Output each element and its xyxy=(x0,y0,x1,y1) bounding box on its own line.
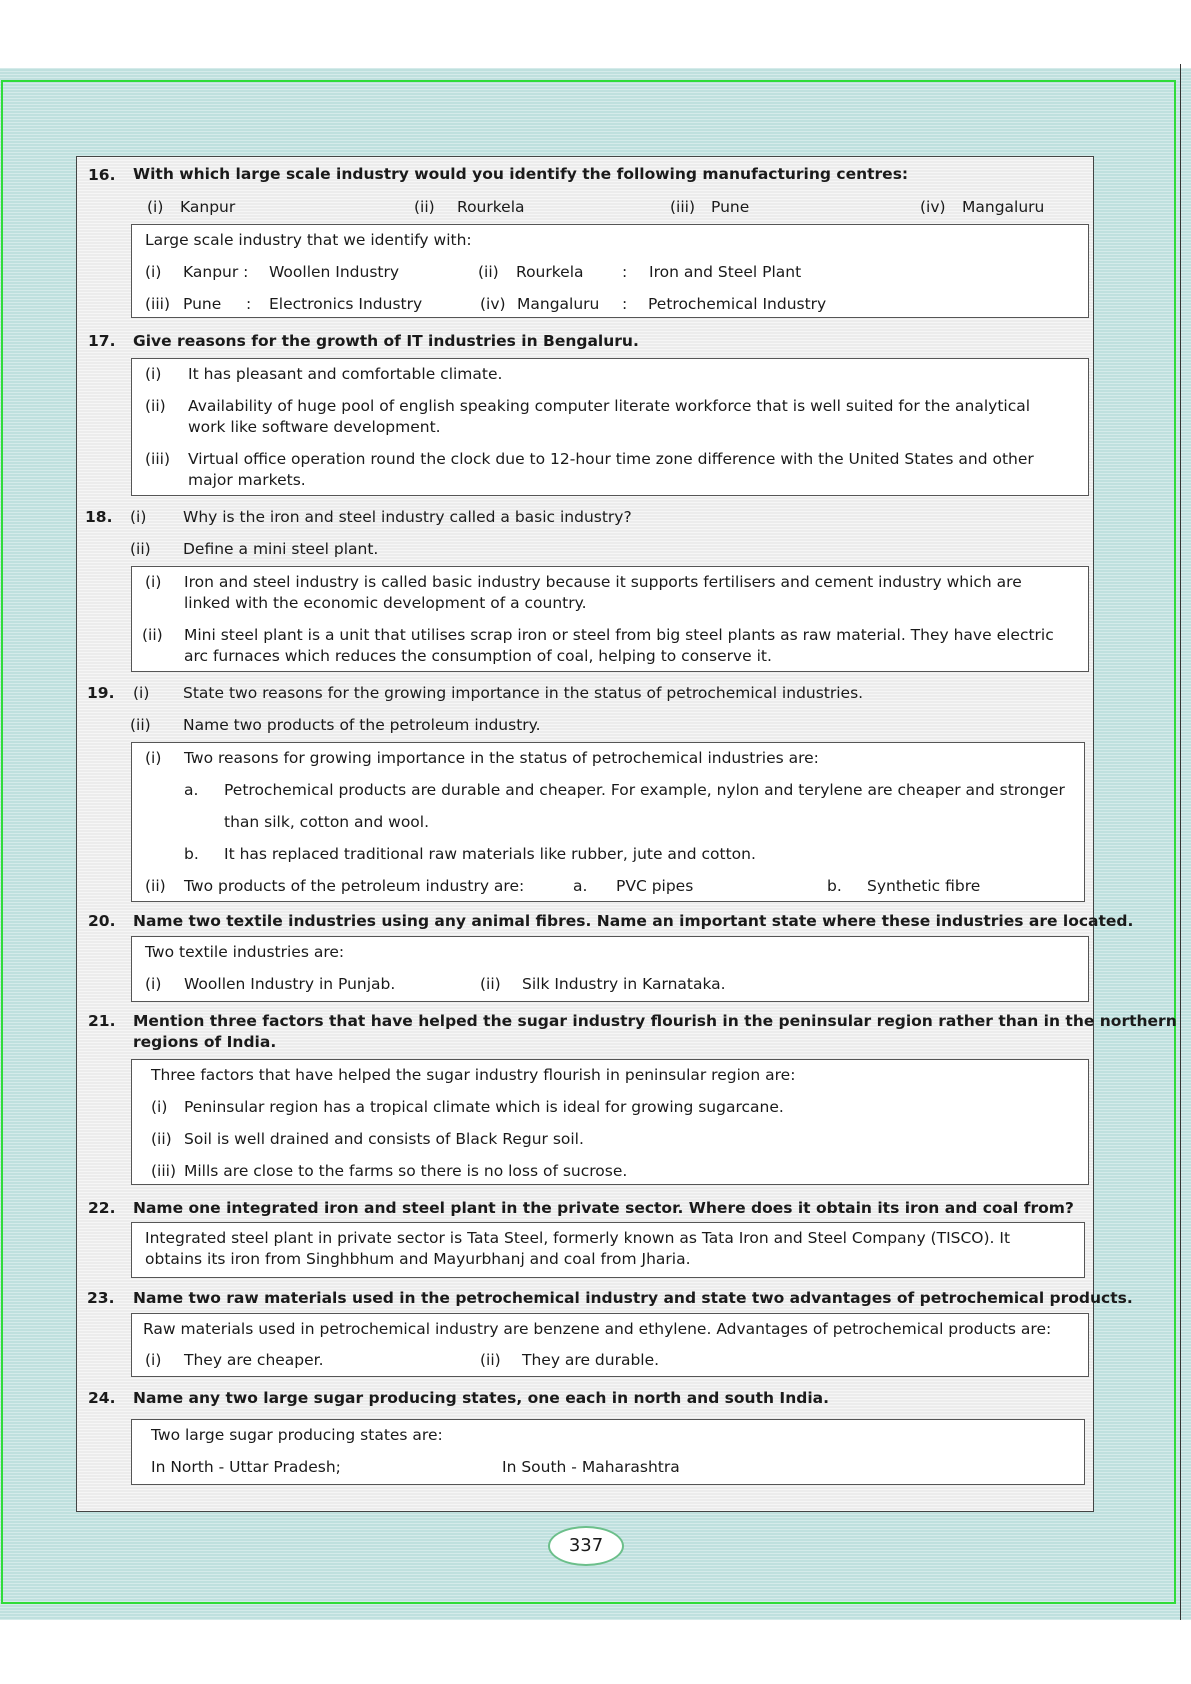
q22-number: 22. xyxy=(88,1199,116,1217)
q24-question: Name any two large sugar producing states, one each in north and south India. xyxy=(133,1389,829,1407)
answer-text: It has replaced traditional raw materials like rubber, jute and cotton. xyxy=(224,845,756,863)
answer-text: Availability of huge pool of english speaking computer literate workforce that is well suited for the analytical xyxy=(188,397,1031,415)
answer-letter: b. xyxy=(827,877,842,895)
answer-letter: a. xyxy=(184,781,199,799)
answer-num: (iii) xyxy=(145,450,171,468)
q16-answer-intro: Large scale industry that we identify with: xyxy=(145,231,472,249)
q16-opt: Pune xyxy=(711,198,750,216)
trim-mark xyxy=(1180,64,1181,1620)
answer-num: (i) xyxy=(145,749,162,767)
answer-text: Two products of the petroleum industry are: xyxy=(184,877,525,895)
q19-number: 19. xyxy=(87,684,115,702)
answer-num: (i) xyxy=(145,573,162,591)
q21-number: 21. xyxy=(88,1012,116,1030)
q21-question-line: Mention three factors that have helped the sugar industry flourish in the peninsular region rather than in the northern xyxy=(133,1012,1177,1030)
q18-sub-question: Define a mini steel plant. xyxy=(183,540,379,558)
answer-text: PVC pipes xyxy=(616,877,694,895)
answer-text: major markets. xyxy=(188,471,306,489)
q23-number: 23. xyxy=(87,1289,115,1307)
q23-question: Name two raw materials used in the petrochemical industry and state two advantages of petrochemical products. xyxy=(133,1289,1133,1307)
answer-text: It has pleasant and comfortable climate. xyxy=(188,365,503,383)
answer-text: In South - Maharashtra xyxy=(502,1458,680,1476)
answer-colon: : xyxy=(622,295,628,313)
answer-num: (ii) xyxy=(145,397,166,415)
answer-num: (i) xyxy=(145,263,162,281)
q19-sub-num: (ii) xyxy=(130,716,151,734)
q24-answer-box xyxy=(131,1419,1085,1485)
q20-number: 20. xyxy=(88,912,116,930)
answer-text: Mills are close to the farms so there is no loss of sucrose. xyxy=(184,1162,628,1180)
q16-opt: Rourkela xyxy=(457,198,525,216)
q16-number: 16. xyxy=(88,166,116,184)
answer-industry: Woollen Industry xyxy=(269,263,400,281)
answer-num: (iii) xyxy=(145,295,171,313)
answer-intro: Three factors that have helped the sugar industry flourish in peninsular region are: xyxy=(151,1066,796,1084)
answer-text: Woollen Industry in Punjab. xyxy=(184,975,396,993)
answer-num: (ii) xyxy=(478,263,499,281)
answer-text: Peninsular region has a tropical climate which is ideal for growing sugarcane. xyxy=(184,1098,784,1116)
answer-industry: Petrochemical Industry xyxy=(648,295,827,313)
q24-number: 24. xyxy=(88,1389,116,1407)
answer-num: (i) xyxy=(145,975,162,993)
answer-colon: : xyxy=(622,263,628,281)
q17-answer-box xyxy=(131,358,1089,496)
q21-answer-box xyxy=(131,1059,1089,1185)
answer-city: Kanpur : xyxy=(183,263,249,281)
q17-number: 17. xyxy=(88,332,116,350)
answer-num: (ii) xyxy=(142,626,163,644)
page-number: 337 xyxy=(548,1526,624,1566)
answer-city: Mangaluru xyxy=(517,295,600,313)
answer-industry: Iron and Steel Plant xyxy=(649,263,802,281)
answer-num: (ii) xyxy=(151,1130,172,1148)
answer-text: Soil is well drained and consists of Black Regur soil. xyxy=(184,1130,584,1148)
answer-text: They are durable. xyxy=(522,1351,660,1369)
q20-answer-box xyxy=(131,936,1089,1002)
q16-opt-num: (i) xyxy=(147,198,164,216)
answer-text: Iron and steel industry is called basic industry because it supports fertilisers and cement industry which are xyxy=(184,573,1022,591)
q19-answer-box xyxy=(131,742,1085,902)
q22-question: Name one integrated iron and steel plant in the private sector. Where does it obtain its iron and coal from? xyxy=(133,1199,1074,1217)
answer-text: Virtual office operation round the clock due to 12-hour time zone difference with the United States and other xyxy=(188,450,1034,468)
answer-text: Petrochemical products are durable and cheaper. For example, nylon and terylene are cheaper and stronger xyxy=(224,781,1065,799)
q19-sub-num: (i) xyxy=(133,684,150,702)
answer-letter: a. xyxy=(573,877,588,895)
q16-opt-num: (ii) xyxy=(414,198,435,216)
q17-question: Give reasons for the growth of IT industries in Bengaluru. xyxy=(133,332,639,350)
answer-text: Synthetic fibre xyxy=(867,877,981,895)
answer-text: Raw materials used in petrochemical industry are benzene and ethylene. Advantages of petrochemical products are: xyxy=(143,1320,1052,1338)
answer-text: linked with the economic development of a country. xyxy=(184,594,587,612)
answer-num: (iii) xyxy=(151,1162,177,1180)
answer-city: Rourkela xyxy=(516,263,584,281)
answer-text: In North - Uttar Pradesh; xyxy=(151,1458,341,1476)
answer-text: Integrated steel plant in private sector is Tata Steel, formerly known as Tata Iron and Steel Company (TISCO). It xyxy=(145,1229,1011,1247)
q19-sub-question: Name two products of the petroleum industry. xyxy=(183,716,541,734)
answer-num: (ii) xyxy=(480,1351,501,1369)
q16-answer-box xyxy=(131,224,1089,318)
answer-text: Two reasons for growing importance in the status of petrochemical industries are: xyxy=(184,749,819,767)
answer-text: than silk, cotton and wool. xyxy=(224,813,430,831)
answer-text: obtains its iron from Singhbhum and Mayurbhanj and coal from Jharia. xyxy=(145,1250,691,1268)
q20-question: Name two textile industries using any animal fibres. Name an important state where these industries are located. xyxy=(133,912,1134,930)
answer-colon: : xyxy=(246,295,252,313)
answer-letter: b. xyxy=(184,845,199,863)
answer-num: (ii) xyxy=(480,975,501,993)
q21-question-line: regions of India. xyxy=(133,1033,277,1051)
answer-intro: Two textile industries are: xyxy=(145,943,345,961)
answer-text: They are cheaper. xyxy=(184,1351,324,1369)
answer-text: Silk Industry in Karnataka. xyxy=(522,975,726,993)
answer-num: (i) xyxy=(145,1351,162,1369)
answer-num: (ii) xyxy=(145,877,166,895)
q18-sub-num: (i) xyxy=(130,508,147,526)
answer-city: Pune xyxy=(183,295,222,313)
q19-sub-question: State two reasons for the growing importance in the status of petrochemical industries. xyxy=(183,684,864,702)
q16-opt: Mangaluru xyxy=(962,198,1045,216)
q18-sub-num: (ii) xyxy=(130,540,151,558)
answer-text: work like software development. xyxy=(188,418,441,436)
q18-answer-box xyxy=(131,566,1089,672)
answer-text: arc furnaces which reduces the consumption of coal, helping to conserve it. xyxy=(184,647,772,665)
answer-num: (iv) xyxy=(480,295,506,313)
answer-text: Mini steel plant is a unit that utilises scrap iron or steel from big steel plants as raw material. They have electric xyxy=(184,626,1054,644)
answer-intro: Two large sugar producing states are: xyxy=(151,1426,443,1444)
answer-num: (i) xyxy=(151,1098,168,1116)
q16-opt: Kanpur xyxy=(180,198,236,216)
q16-question: With which large scale industry would you identify the following manufacturing centres: xyxy=(133,165,909,183)
q16-opt-num: (iv) xyxy=(920,198,946,216)
answer-industry: Electronics Industry xyxy=(269,295,423,313)
answer-num: (i) xyxy=(145,365,162,383)
q18-number: 18. xyxy=(85,508,113,526)
q22-answer-box xyxy=(131,1222,1085,1278)
q16-opt-num: (iii) xyxy=(670,198,696,216)
q18-sub-question: Why is the iron and steel industry called a basic industry? xyxy=(183,508,632,526)
q23-answer-box xyxy=(131,1313,1089,1377)
